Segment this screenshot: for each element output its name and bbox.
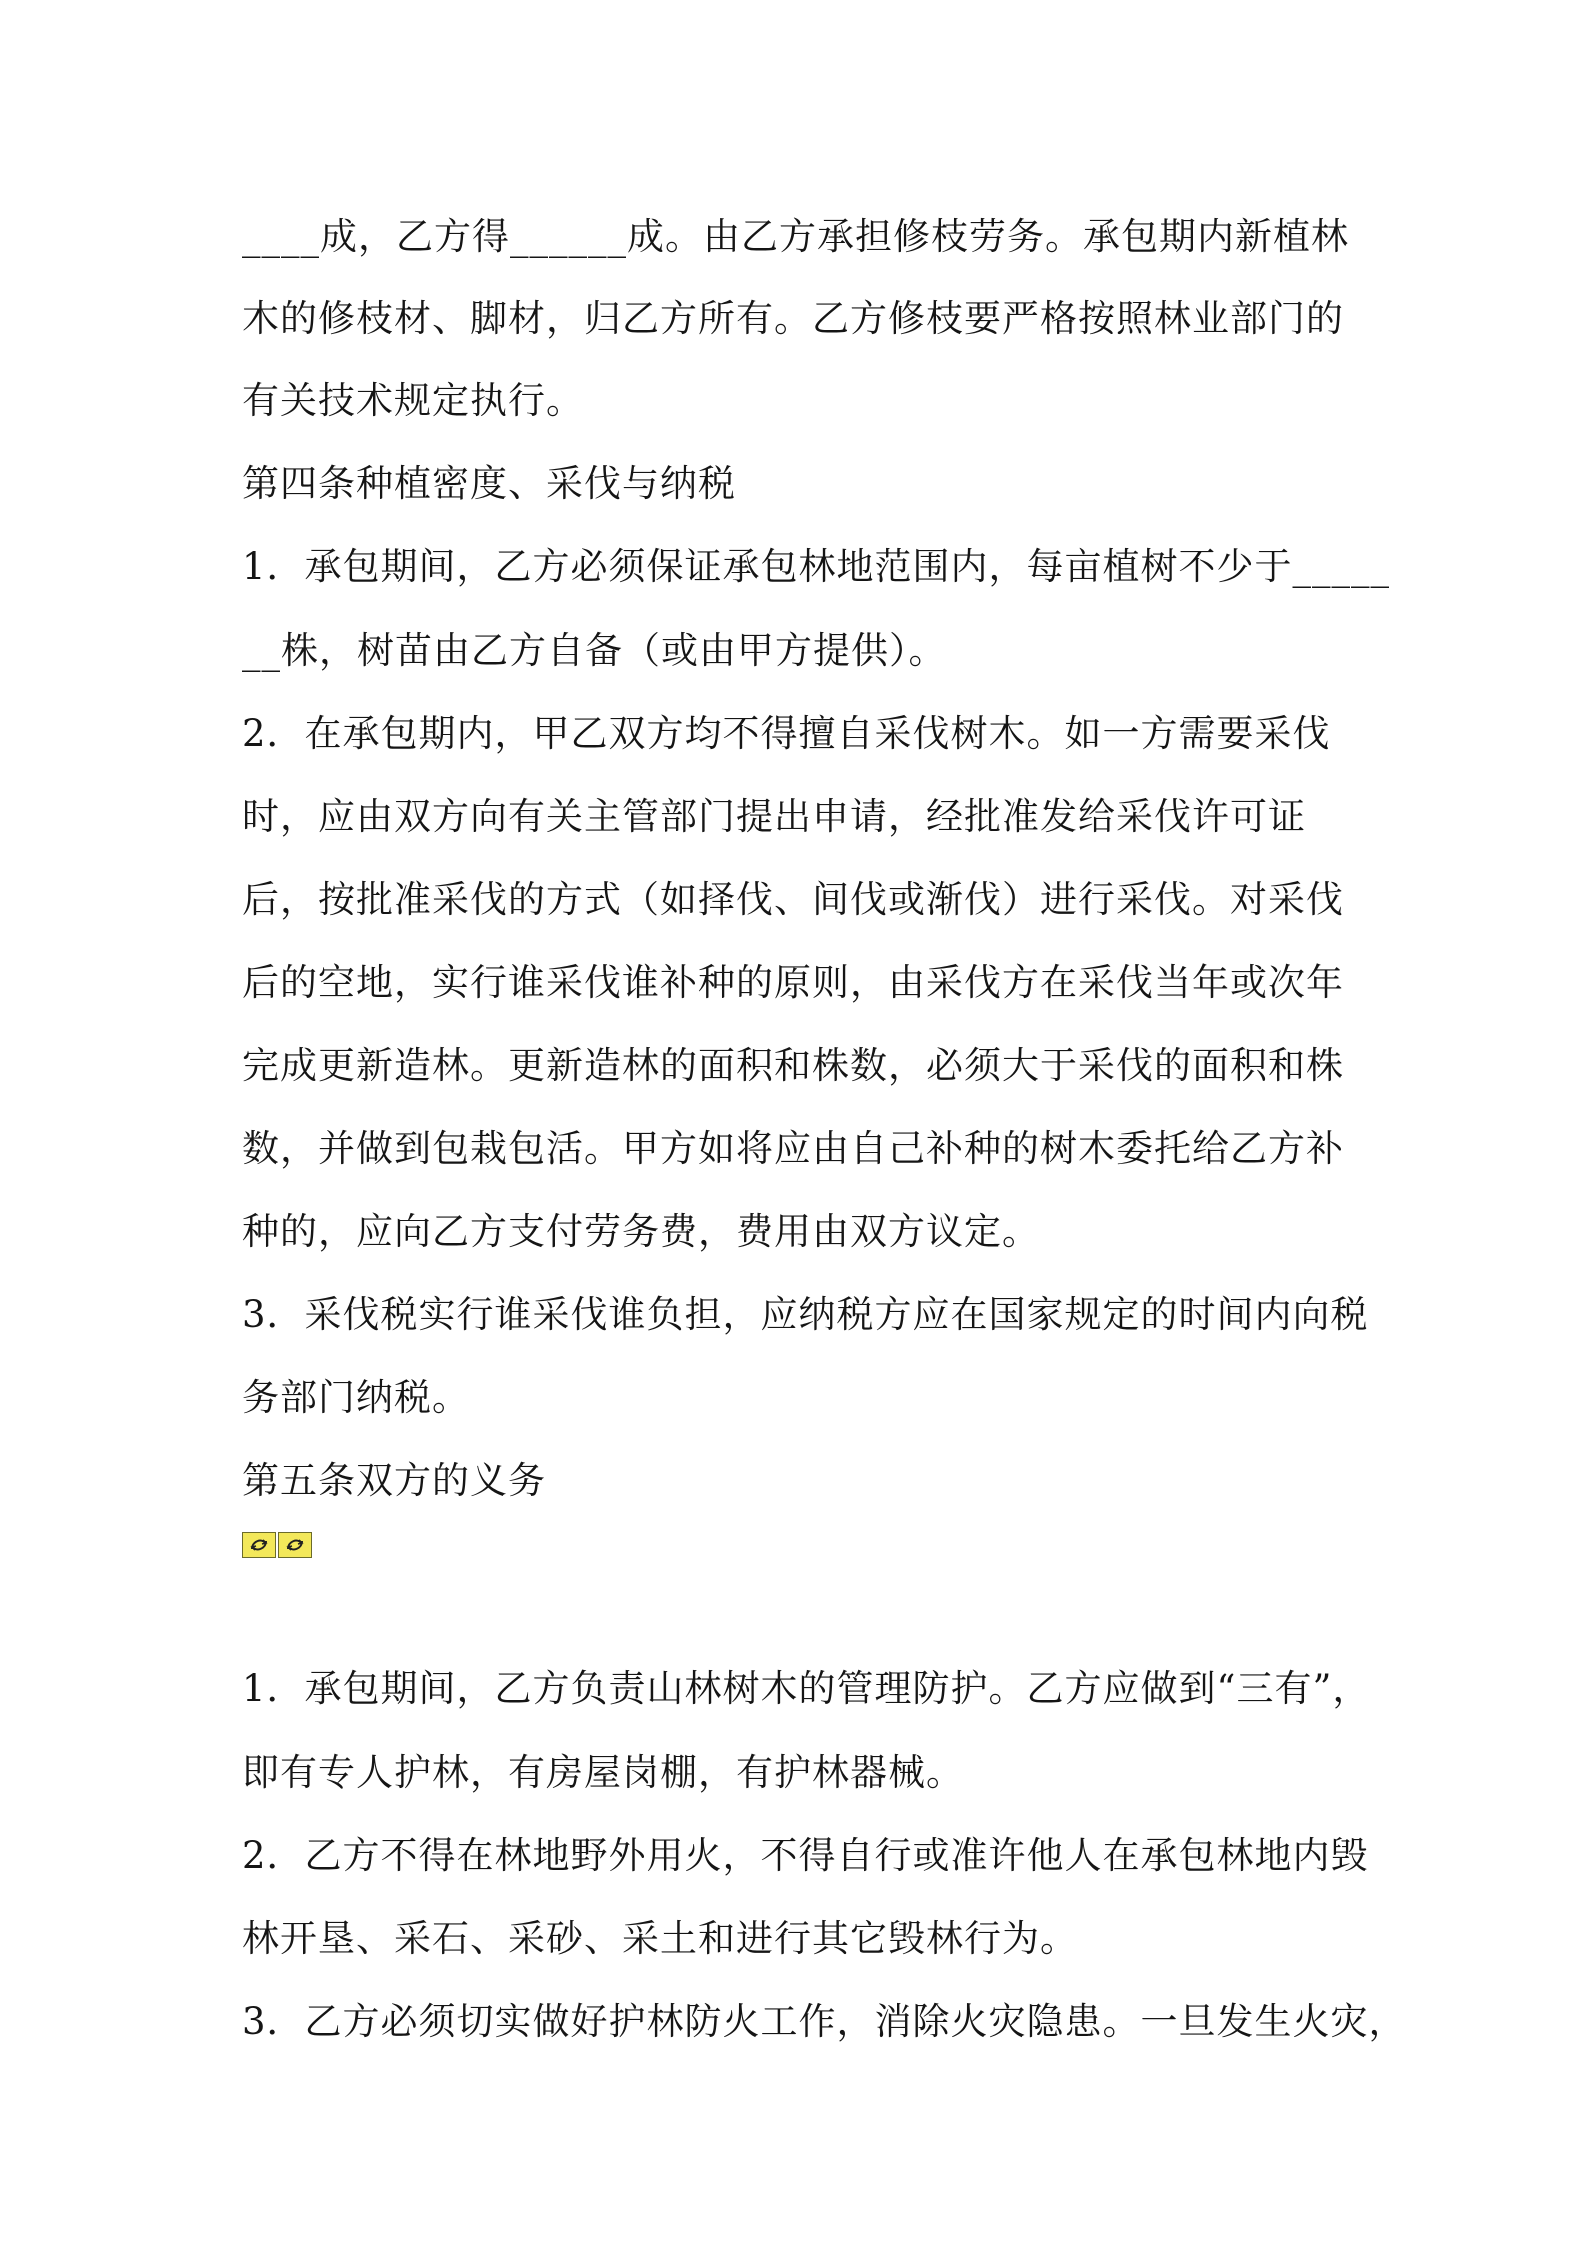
section-heading: 第四条种植密度、采伐与纳税 xyxy=(242,462,736,505)
text-line: __株，树苗由乙方自备（或由甲方提供）。 xyxy=(242,629,947,672)
text-line: 2．乙方不得在林地野外用火，不得自行或准许他人在承包林地内毁 xyxy=(242,1834,1369,1877)
arrows-icon xyxy=(284,1535,306,1555)
text-line: 2．在承包期内，甲乙双方均不得擅自采伐树木。如一方需要采伐 xyxy=(242,712,1331,755)
text-line: 完成更新造林。更新造林的面积和株数，必须大于采伐的面积和株 xyxy=(242,1044,1344,1087)
control-icon[interactable] xyxy=(278,1532,312,1558)
text-line: 3．乙方必须切实做好护林防火工作，消除火灾隐患。一旦发生火灾， xyxy=(242,2000,1407,2043)
text-line: 木的修枝材、脚材，归乙方所有。乙方修枝要严格按照林业部门的 xyxy=(242,297,1344,340)
text-line: 种的，应向乙方支付劳务费，费用由双方议定。 xyxy=(242,1210,1040,1253)
section-heading: 第五条双方的义务 xyxy=(242,1459,546,1502)
text-line: 数，并做到包栽包活。甲方如将应由自己补种的树木委托给乙方补 xyxy=(242,1127,1344,1170)
text-line: 1．承包期间，乙方负责山林树木的管理防护。乙方应做到“三有”， xyxy=(242,1667,1371,1710)
text-line: 有关技术规定执行。 xyxy=(242,379,584,422)
text-line: 1．承包期间，乙方必须保证承包林地范围内，每亩植树不少于_____ xyxy=(242,545,1391,588)
text-line: 后，按批准采伐的方式（如择伐、间伐或渐伐）进行采伐。对采伐 xyxy=(242,878,1344,921)
control-icon[interactable] xyxy=(242,1532,276,1558)
text-line: 后的空地，实行谁采伐谁补种的原则，由采伐方在采伐当年或次年 xyxy=(242,961,1344,1004)
arrows-icon xyxy=(248,1535,270,1555)
text-line: 时，应由双方向有关主管部门提出申请，经批准发给采伐许可证 xyxy=(242,795,1306,838)
text-line: 林开垦、采石、采砂、采土和进行其它毁林行为。 xyxy=(242,1917,1078,1960)
text-line: 3．采伐税实行谁采伐谁负担，应纳税方应在国家规定的时间内向税 xyxy=(242,1293,1369,1336)
text-line: 务部门纳税。 xyxy=(242,1376,470,1419)
text-line: 即有专人护林，有房屋岗棚，有护林器械。 xyxy=(242,1751,964,1794)
text-line: ____成，乙方得______成。由乙方承担修枝劳务。承包期内新植林 xyxy=(242,215,1349,258)
embedded-control-icons xyxy=(242,1532,312,1558)
